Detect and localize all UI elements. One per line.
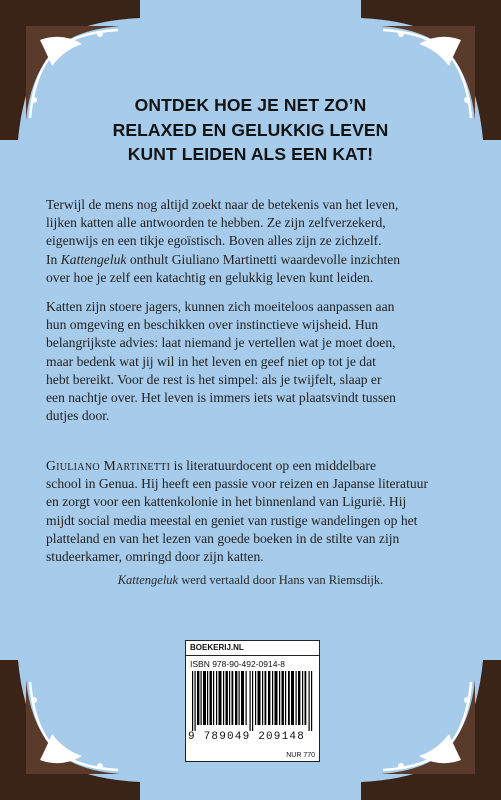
corner-ornament-bottom-left	[0, 660, 140, 800]
text-line: en zorgt voor een kattenkolonie in het binnenland van Ligurië. Hij	[46, 494, 407, 510]
text-line: een nachtje over. Het leven is immers iets wat plaatsvindt tussen	[46, 390, 396, 406]
headline-line-1: ONTDEK HOE JE NET ZO’N	[134, 95, 367, 115]
text-line: lijken katten alle antwoorden te hebben. Ze zijn zelfverzekerd,	[46, 215, 386, 231]
text-fragment: is literatuurdocent op een middelbare	[170, 458, 376, 473]
text-line	[46, 251, 466, 269]
blurb-paragraph-1	[46, 196, 466, 287]
text-line: belangrijkste advies: laat niemand je vertellen wat je moet doen,	[46, 335, 396, 351]
text-fragment: In	[46, 251, 61, 267]
corner-ornament-bottom-right	[361, 660, 501, 800]
headline	[90, 93, 411, 167]
blurb-paragraph-2	[46, 298, 466, 425]
text-line: Terwijl de mens nog altijd zoekt naar de betekenis van het leven,	[46, 197, 399, 212]
text-fragment: onthult Giuliano Martinetti waardevolle inzichten	[126, 251, 401, 267]
book-title: Kattengeluk	[117, 573, 179, 587]
text-line: hun omgeving en beschikken over instinctieve wijsheid. Hun	[46, 317, 379, 333]
barcode-digits: 9 789049 209148	[188, 731, 306, 743]
text-line	[46, 457, 466, 475]
text-line: studeerkamer, omringd door zijn katten.	[46, 549, 264, 565]
publisher-site: BOEKERIJ.NL	[186, 641, 319, 656]
text-line: over hoe je zelf een katachtig en gelukkig leven kunt leiden.	[46, 269, 374, 285]
text-line: Katten zijn stoere jagers, kunnen zich moeiteloos aanpassen aan	[46, 299, 395, 314]
text-line: platteland en van het lezen van goede boeken in de stilte van zijn	[46, 530, 400, 546]
barcode-bars	[190, 671, 315, 731]
text-line: eigenwijs en een tikje egoïstisch. Boven alles zijn ze zichzelf.	[46, 233, 382, 249]
headline-line-3: KUNT LEIDEN ALS EEN KAT!	[127, 144, 374, 164]
barcode-box	[185, 640, 320, 762]
text-line: dutjes door.	[46, 408, 110, 424]
text-line: hebt bereikt. Voor de rest is het simpel: als je twijfelt, slaap er	[46, 371, 382, 387]
author-bio	[46, 457, 466, 566]
isbn-label: ISBN 978-90-492-0914-8	[190, 659, 285, 669]
nur-code: NUR 770	[286, 752, 315, 759]
text-line: school in Genua. Hij heeft een passie voor reizen en Japanse literatuur	[46, 476, 428, 492]
translator-credit	[40, 573, 461, 588]
book-title: Kattengeluk	[60, 251, 127, 267]
text-line: mijdt social media meestal en geniet van rustige wandelingen op het	[46, 512, 418, 528]
text-fragment: werd vertaald door Hans van Riemsdijk.	[178, 573, 384, 587]
author-name: Giuliano Martinetti	[46, 458, 171, 473]
headline-line-2: RELAXED EN GELUKKIG LEVEN	[112, 119, 389, 140]
text-line: maar bedenk wat jij wil in het leven en geef niet op tot je dat	[46, 353, 376, 369]
